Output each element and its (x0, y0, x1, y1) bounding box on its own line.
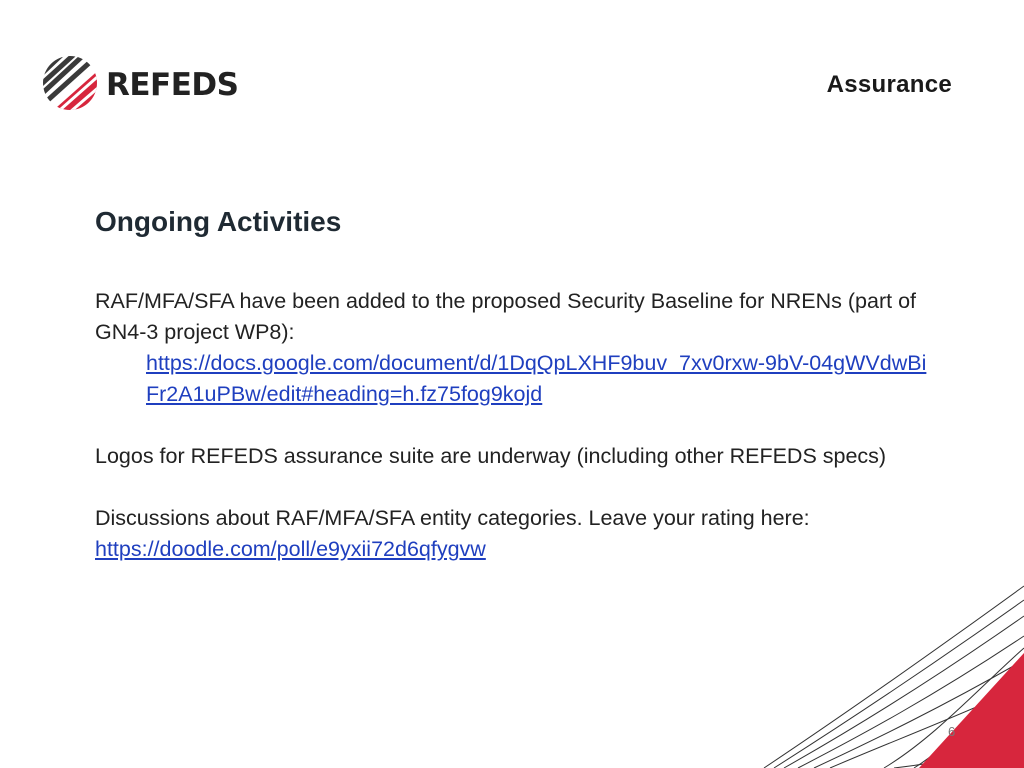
spacer (95, 410, 935, 441)
decorative-curves (764, 578, 1024, 768)
paragraph-security-baseline: RAF/MFA/SFA have been added to the proposed Security Baseline for NRENs (part of GN4-3 project WP8): (95, 289, 917, 344)
spacer (95, 472, 935, 503)
section-title: Assurance (826, 71, 952, 98)
refeds-logo (42, 55, 239, 113)
brand-name: REFEDS (106, 67, 239, 103)
refeds-logo-mark (36, 45, 106, 119)
page-number: 6 (948, 724, 956, 739)
page-title: Ongoing Activities (95, 206, 342, 237)
doodle-poll-link[interactable]: https://doodle.com/poll/e9yxii72d6qfygvw (95, 537, 486, 561)
google-doc-link[interactable]: https://docs.google.com/document/d/1DqQpLXHF9buv_7xv0rxw-9bV-04gWVdwBiFr2A1uPBw/edit#heading=h.fz75fog9kojd (146, 351, 927, 406)
link-paragraph (95, 534, 935, 565)
link-paragraph (95, 348, 935, 410)
paragraph-discussions: Discussions about RAF/MFA/SFA entity categories. Leave your rating here: (95, 506, 810, 530)
paragraph-logos: Logos for REFEDS assurance suite are underway (including other REFEDS specs) (95, 444, 887, 468)
slide-body (95, 286, 935, 565)
